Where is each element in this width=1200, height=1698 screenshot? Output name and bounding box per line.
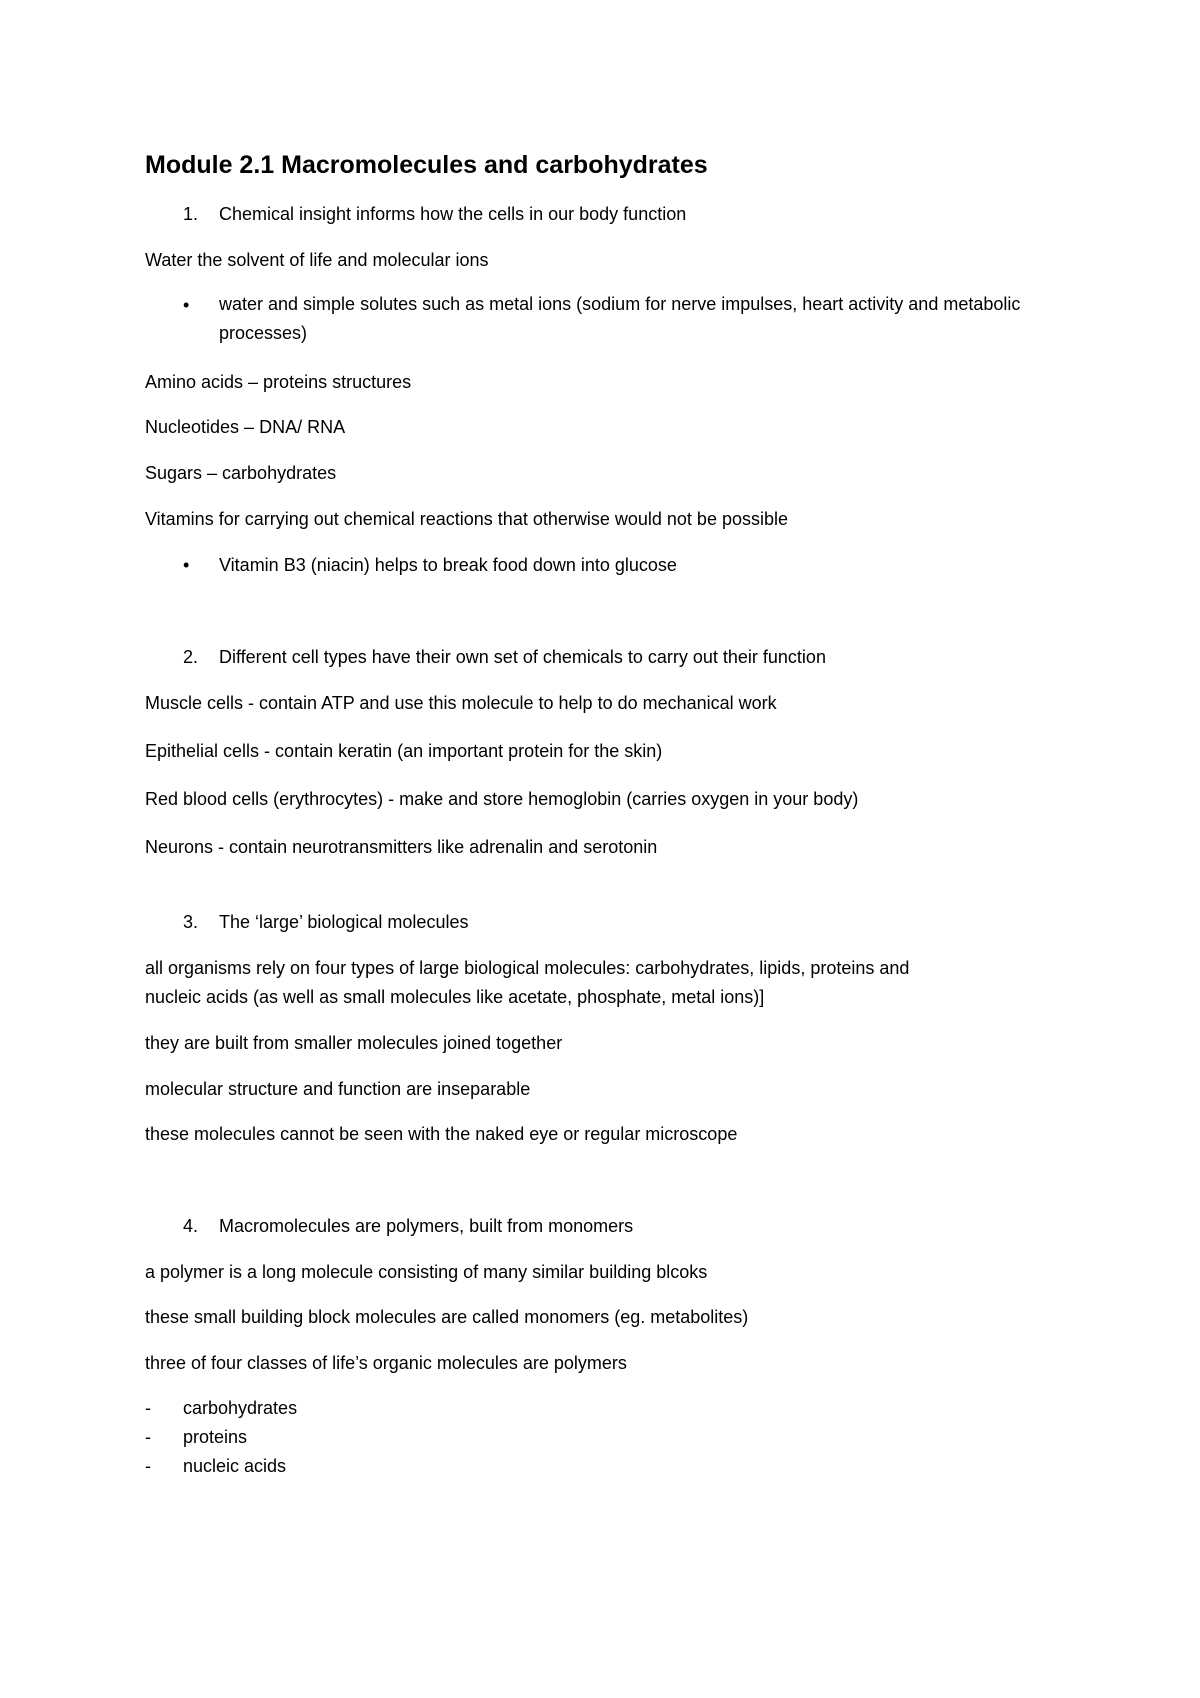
section-4-number: 4.	[183, 1216, 199, 1236]
list-item: carbohydrates	[183, 1398, 298, 1418]
section-3-line: these molecules cannot be seen with the naked eye or regular microscope	[145, 1124, 738, 1144]
section-4-line: these small building block molecules are called monomers (eg. metabolites)	[145, 1307, 749, 1327]
list-item: proteins	[183, 1427, 248, 1447]
section-2-line: Red blood cells (erythrocytes) - make and store hemoglobin (carries oxygen in your body)	[145, 789, 859, 809]
section-4-line: three of four classes of life’s organic molecules are polymers	[145, 1353, 627, 1373]
section-1-line: Nucleotides – DNA/ RNA	[145, 417, 346, 437]
section-2-number: 2.	[183, 647, 199, 667]
section-1-line: Vitamins for carrying out chemical reactions that otherwise would not be possible	[145, 509, 788, 529]
bullet-icon: •	[183, 555, 190, 575]
section-3-heading: The ‘large’ biological molecules	[219, 912, 469, 932]
section-3-line: they are built from smaller molecules joined together	[145, 1033, 563, 1053]
dash-marker: -	[145, 1398, 151, 1418]
section-1-line: Amino acids – proteins structures	[145, 372, 412, 392]
section-1-line: Sugars – carbohydrates	[145, 463, 337, 483]
section-2-line: Neurons - contain neurotransmitters like adrenalin and serotonin	[145, 837, 658, 857]
section-4-heading: Macromolecules are polymers, built from monomers	[219, 1216, 634, 1236]
section-1-line: Water the solvent of life and molecular ions	[145, 250, 489, 270]
section-3-line: nucleic acids (as well as small molecules like acetate, phosphate, metal ions)]	[145, 987, 765, 1007]
section-1-bullet: water and simple solutes such as metal ions (sodium for nerve impulses, heart activity and metabolic processes)	[219, 294, 1021, 343]
dash-marker: -	[145, 1456, 151, 1476]
section-3-line: molecular structure and function are inseparable	[145, 1079, 531, 1099]
section-4-line: a polymer is a long molecule consisting of many similar building blcoks	[145, 1262, 708, 1282]
section-1-bullet: Vitamin B3 (niacin) helps to break food down into glucose	[219, 555, 677, 575]
section-1-heading: Chemical insight informs how the cells in our body function	[219, 204, 687, 224]
dash-marker: -	[145, 1427, 151, 1447]
section-3-line: all organisms rely on four types of large biological molecules: carbohydrates, lipids, proteins and	[145, 958, 910, 978]
page-title: Module 2.1 Macromolecules and carbohydrates	[145, 151, 708, 179]
list-item: nucleic acids	[183, 1456, 287, 1476]
section-2-heading: Different cell types have their own set of chemicals to carry out their function	[219, 647, 826, 667]
section-2-line: Muscle cells - contain ATP and use this molecule to help to do mechanical work	[145, 693, 777, 713]
section-2-line: Epithelial cells - contain keratin (an important protein for the skin)	[145, 741, 663, 761]
bullet-icon: •	[183, 295, 190, 315]
section-3-number: 3.	[183, 912, 199, 932]
section-1-number: 1.	[183, 204, 199, 224]
